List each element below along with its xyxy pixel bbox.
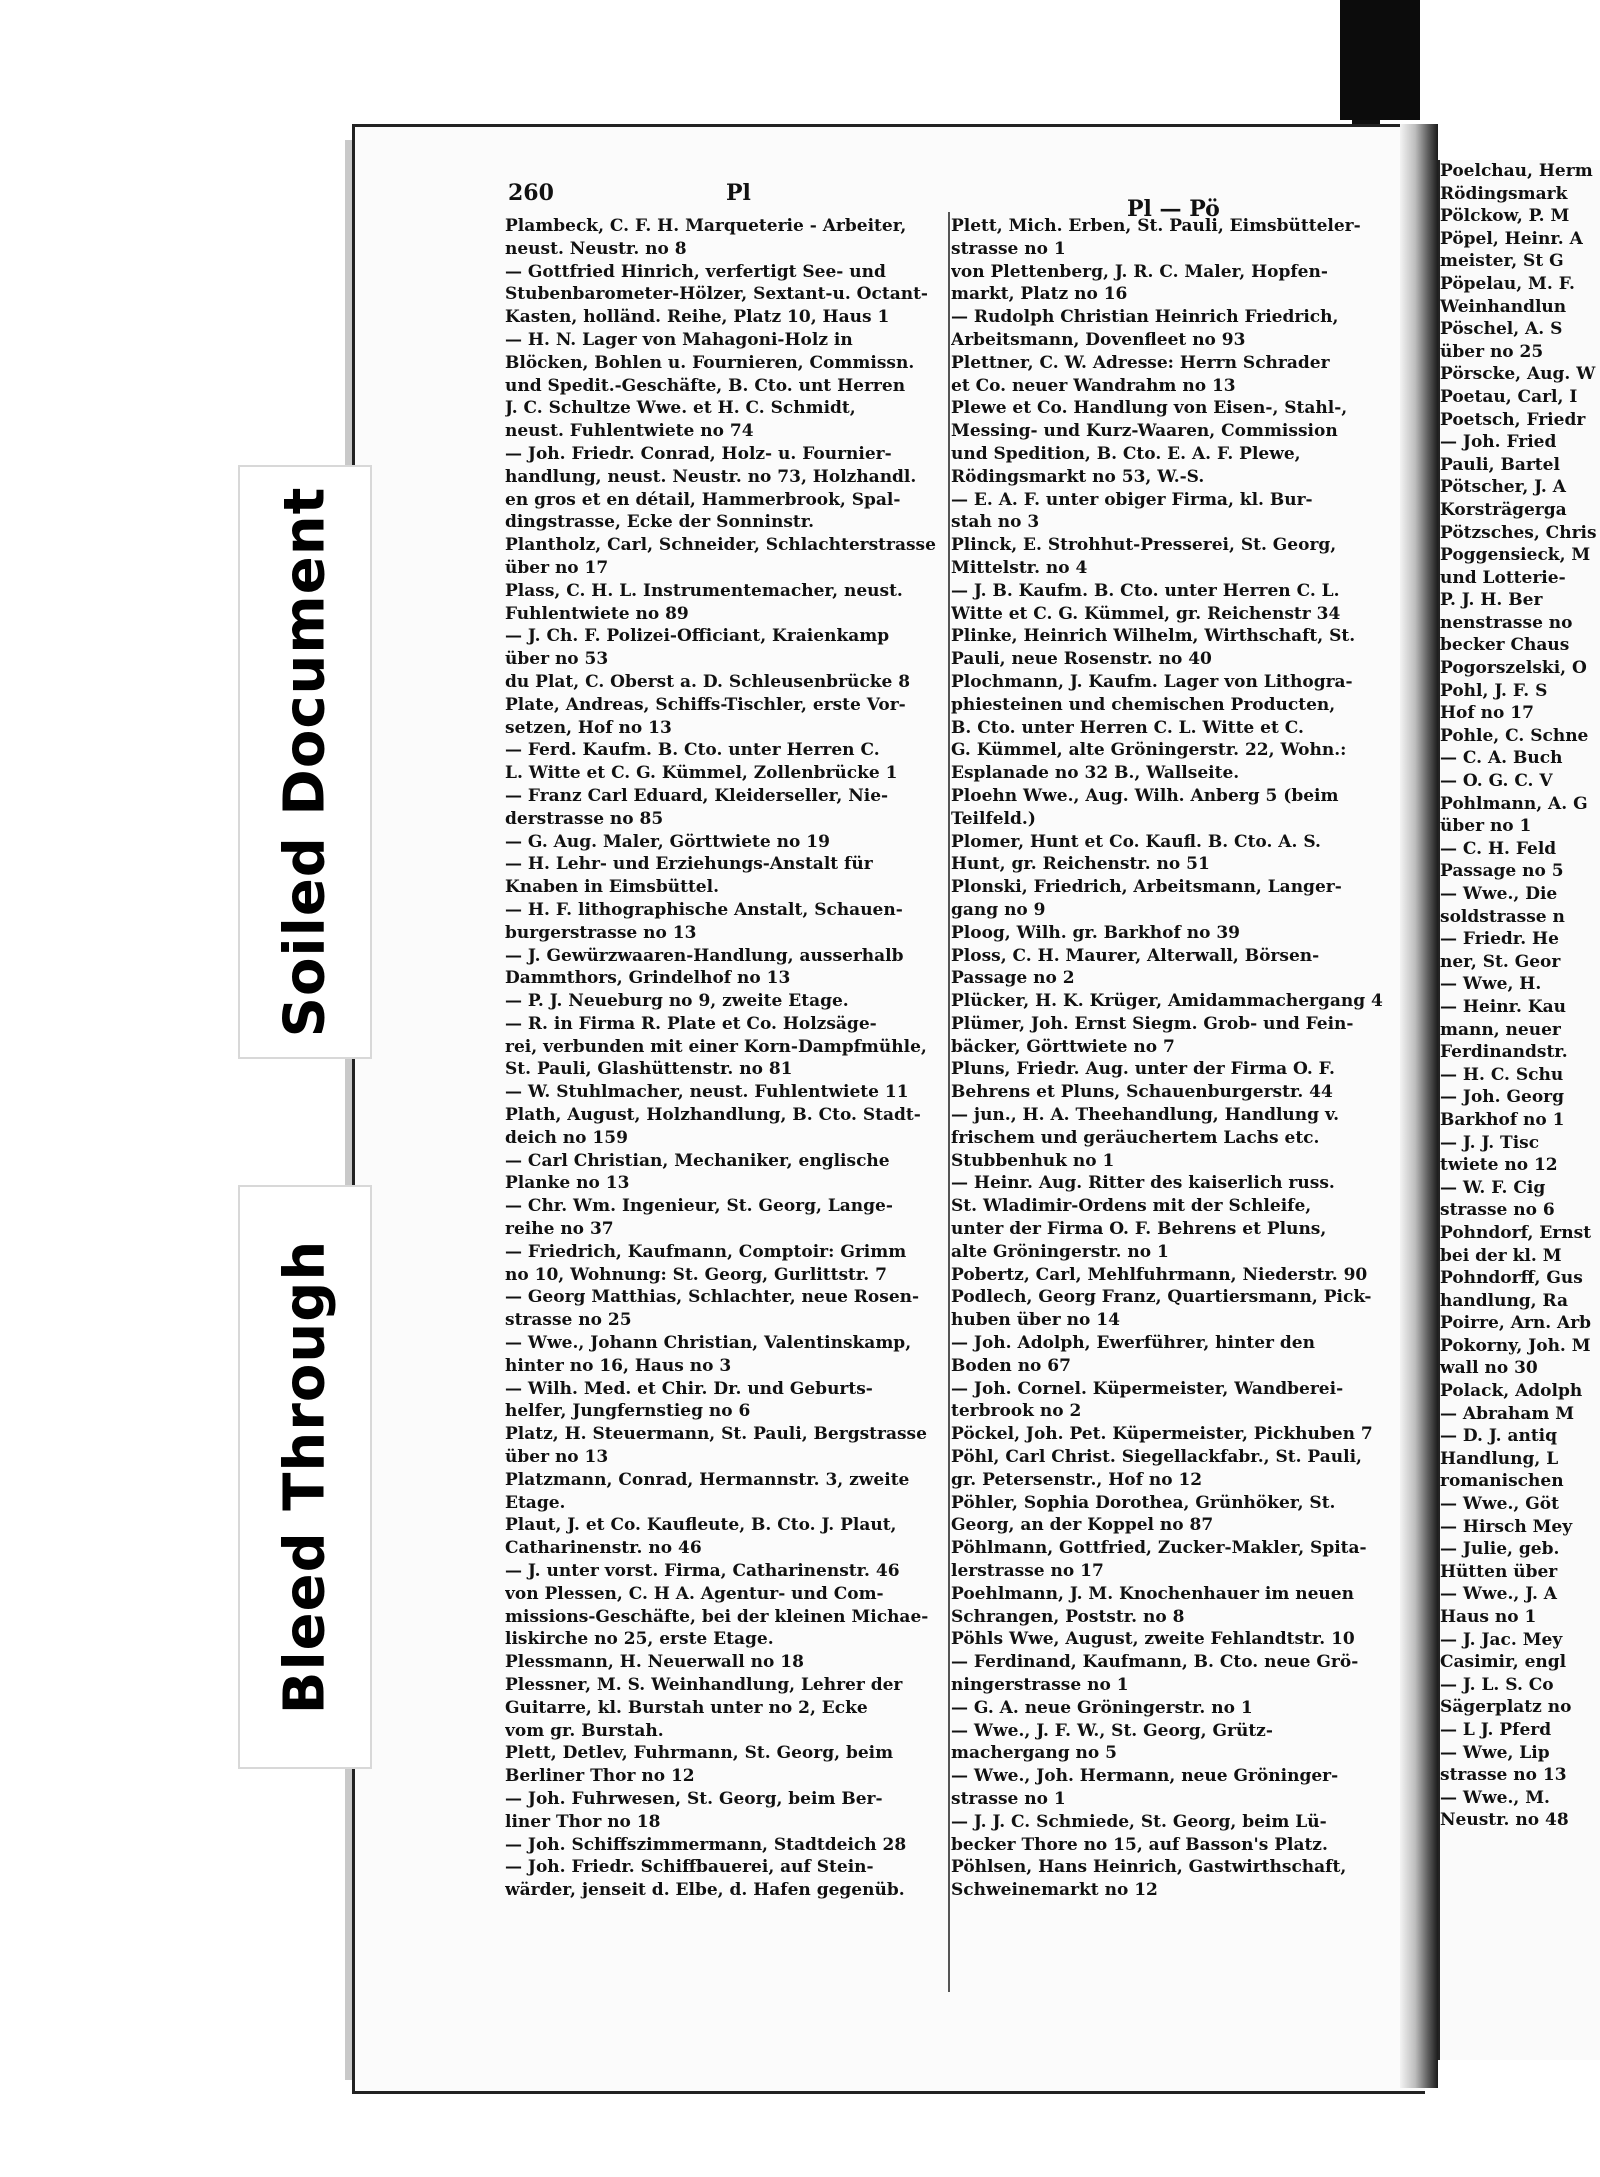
directory-line: — Joh. Friedr. Conrad, Holz- u. Fournier- (505, 443, 892, 464)
directory-line: — Wwe., J. A (1440, 1584, 1557, 1605)
directory-line: strasse no 25 (505, 1310, 632, 1331)
directory-line: — Georg Matthias, Schlachter, neue Rosen- (505, 1287, 920, 1308)
directory-line: Plett, Mich. Erben, St. Pauli, Eimsbütteler- (951, 216, 1361, 236)
directory-line: neust. Fuhlentwiete no 74 (505, 421, 754, 442)
directory-line: Ploog, Wilh. gr. Barkhof no 39 (951, 922, 1240, 943)
next-page-column (1440, 160, 1600, 1832)
directory-line: Plewe et Co. Handlung von Eisen-, Stahl-, (951, 398, 1348, 419)
directory-line: von Plessen, C. H A. Agentur- und Com- (505, 1583, 884, 1604)
directory-line: Poirre, Arn. Arb (1440, 1313, 1592, 1334)
directory-line: Passage no 5 (1440, 861, 1564, 882)
directory-line: — Joh. Fuhrwesen, St. Georg, beim Ber- (505, 1788, 883, 1809)
directory-line: becker Thore no 15, auf Basson's Platz. (951, 1834, 1328, 1855)
directory-line: Pogorszelski, O (1440, 658, 1587, 679)
directory-line: — J. unter vorst. Firma, Catharinenstr. 46 (505, 1561, 900, 1582)
directory-line: — P. J. Neueburg no 9, zweite Etage. (505, 991, 849, 1012)
directory-line: Pohl, J. F. S (1440, 680, 1548, 701)
directory-line: Fuhlentwiete no 89 (505, 603, 689, 624)
directory-line: unter der Firma O. F. Behrens et Pluns, (951, 1219, 1327, 1240)
directory-line: Pöhlsen, Hans Heinrich, Gastwirthschaft, (951, 1857, 1347, 1878)
directory-line: strasse no 1 (951, 238, 1066, 259)
directory-line: — Wwe., Die (1440, 884, 1558, 904)
directory-line: — Heinr. Aug. Ritter des kaiserlich russ. (951, 1173, 1335, 1194)
directory-line: alte Gröningerstr. no 1 (951, 1241, 1169, 1262)
directory-line: — J. Gewürzwaaren-Handlung, ausserhalb (505, 945, 904, 966)
directory-line: twiete no 12 (1440, 1155, 1558, 1176)
directory-line: — J. B. Kaufm. B. Cto. unter Herren C. L. (951, 580, 1340, 601)
directory-line: reihe no 37 (505, 1219, 614, 1240)
directory-line: — D. J. antiq (1440, 1426, 1558, 1447)
directory-line: über no 13 (505, 1447, 609, 1468)
directory-line: Ploehn Wwe., Aug. Wilh. Anberg 5 (beim (951, 785, 1339, 806)
directory-line: — J. Ch. F. Polizei-Officiant, Kraienkamp (505, 626, 890, 647)
directory-line: — J. Jac. Mey (1440, 1629, 1563, 1650)
directory-line: Rödingsmark (1440, 183, 1568, 204)
directory-line: Pohle, C. Schne (1440, 725, 1589, 746)
directory-line: Pötzsches, Chris (1440, 522, 1597, 543)
directory-line: burgerstrasse no 13 (505, 922, 697, 943)
directory-line: Korsträgerga (1440, 499, 1567, 520)
directory-line: — H. N. Lager von Mahagoni-Holz in (505, 329, 853, 350)
directory-line: Casimir, engl (1440, 1652, 1567, 1673)
directory-line: — jun., H. A. Theehandlung, Handlung v. (951, 1105, 1340, 1126)
directory-line: und Lotterie- (1440, 567, 1566, 588)
directory-line: G. Kümmel, alte Gröningerstr. 22, Wohn.: (951, 740, 1347, 761)
directory-line: et Co. neuer Wandrahm no 13 (951, 375, 1236, 396)
directory-line: Pluns, Friedr. Aug. unter der Firma O. F. (951, 1059, 1335, 1080)
directory-line: becker Chaus (1440, 635, 1570, 656)
directory-line: — Friedr. He (1440, 929, 1559, 950)
directory-line: strasse no 1 (951, 1788, 1066, 1809)
directory-line: Pauli, Bartel (1440, 454, 1560, 475)
directory-line: — Joh. Cornel. Küpermeister, Wandberei- (951, 1378, 1344, 1399)
directory-line: — J. L. S. Co (1440, 1674, 1554, 1695)
directory-line: nenstrasse no (1440, 612, 1573, 633)
directory-line: — Wwe., Göt (1440, 1494, 1559, 1515)
directory-line: Polack, Adolph (1440, 1381, 1583, 1402)
directory-line: Pobertz, Carl, Mehlfuhrmann, Niederstr. 90 (951, 1264, 1368, 1285)
directory-line: Pöpelau, M. F. (1440, 273, 1575, 294)
directory-line: vom gr. Burstah. (505, 1720, 664, 1741)
directory-line: — Gottfried Hinrich, verfertigt See- und (505, 261, 886, 282)
directory-line: — Julie, geb. (1440, 1539, 1560, 1560)
directory-line: Plomer, Hunt et Co. Kaufl. B. Cto. A. S. (951, 831, 1321, 852)
directory-line: Stubenbarometer-Hölzer, Sextant-u. Octant- (505, 284, 928, 305)
directory-line: — Wilh. Med. et Chir. Dr. und Geburts- (505, 1378, 873, 1399)
directory-line: markt, Platz no 16 (951, 284, 1128, 305)
directory-line: — Ferd. Kaufm. B. Cto. unter Herren C. (505, 740, 880, 761)
directory-line: Poehlmann, J. M. Knochenhauer im neuen (951, 1583, 1354, 1604)
directory-line: Pöckel, Joh. Pet. Küpermeister, Pickhuben 7 (951, 1424, 1373, 1445)
directory-line: — Franz Carl Eduard, Kleiderseller, Nie- (505, 785, 889, 806)
directory-line: Pöschel, A. S (1440, 319, 1563, 340)
directory-line: — Wwe., Joh. Hermann, neue Gröninger- (951, 1766, 1339, 1787)
directory-line: Esplanade no 32 B., Wallseite. (951, 763, 1240, 784)
directory-line: Plantholz, Carl, Schneider, Schlachterstrasse (505, 535, 936, 556)
directory-line: missions-Geschäfte, bei der kleinen Michae- (505, 1606, 929, 1627)
directory-line: terbrook no 2 (951, 1401, 1082, 1422)
directory-line: huben über no 14 (951, 1310, 1120, 1331)
directory-line: Passage no 2 (951, 968, 1075, 989)
directory-line: derstrasse no 85 (505, 808, 664, 829)
directory-line: Etage. (505, 1492, 566, 1513)
directory-line: Guitarre, kl. Burstah unter no 2, Ecke (505, 1697, 868, 1718)
directory-line: Messing- und Kurz-Waaren, Commission (951, 421, 1338, 442)
directory-line: Plinck, E. Strohhut-Presserei, St. Georg, (951, 535, 1337, 556)
directory-line: bäcker, Görttwiete no 7 (951, 1036, 1175, 1057)
directory-line: Knaben in Eimsbüttel. (505, 877, 719, 898)
directory-line: soldstrasse n (1440, 906, 1565, 927)
directory-line: Planke no 13 (505, 1173, 630, 1194)
directory-line: Podlech, Georg Franz, Quartiersmann, Pick- (951, 1287, 1372, 1308)
directory-line: Boden no 67 (951, 1355, 1071, 1376)
directory-line: über no 53 (505, 649, 609, 670)
directory-line: Ploss, C. H. Maurer, Alterwall, Börsen- (951, 945, 1320, 966)
directory-line: — Rudolph Christian Heinrich Friedrich, (951, 307, 1339, 328)
directory-line: Ferdinandstr. (1440, 1042, 1568, 1063)
directory-line: Berliner Thor no 12 (505, 1766, 695, 1787)
directory-line: Arbeitsmann, Dovenfleet no 93 (951, 329, 1246, 350)
directory-line: Dammthors, Grindelhof no 13 (505, 968, 791, 989)
directory-line: — E. A. F. unter obiger Firma, kl. Bur- (951, 489, 1313, 510)
directory-line: setzen, Hof no 13 (505, 717, 672, 738)
directory-line: strasse no 6 (1440, 1200, 1555, 1221)
directory-line: — H. F. lithographische Anstalt, Schauen- (505, 899, 903, 920)
running-head-right: Pl — Pö (1127, 196, 1220, 222)
directory-line: — Wwe., Johann Christian, Valentinskamp, (505, 1333, 912, 1354)
directory-line: Sägerplatz no (1440, 1697, 1572, 1718)
directory-line: Behrens et Pluns, Schauenburgerstr. 44 (951, 1082, 1333, 1103)
directory-line: liskirche no 25, erste Etage. (505, 1629, 774, 1650)
directory-line: — Abraham M (1440, 1403, 1575, 1424)
directory-line: Neustr. no 48 (1440, 1810, 1569, 1831)
directory-line: du Plat, C. Oberst a. D. Schleusenbrücke 8 (505, 671, 911, 692)
directory-line: — C. A. Buch (1440, 748, 1563, 769)
directory-line: Plaut, J. et Co. Kaufleute, B. Cto. J. Plaut, (505, 1515, 897, 1536)
directory-line: Plümer, Joh. Ernst Siegm. Grob- und Fein- (951, 1013, 1354, 1034)
directory-line: und Spedit.-Geschäfte, B. Cto. unt Herren (505, 375, 906, 396)
directory-line: Pohndorf, Ernst (1440, 1222, 1592, 1243)
directory-line: ner, St. Geor (1440, 951, 1561, 972)
directory-line: — Wwe., M. (1440, 1787, 1550, 1808)
directory-line: von Plettenberg, J. R. C. Maler, Hopfen- (951, 261, 1328, 282)
directory-line: — Friedrich, Kaufmann, Comptoir: Grimm (505, 1241, 907, 1262)
directory-line: Rödingsmarkt no 53, W.-S. (951, 466, 1205, 487)
directory-line: — L J. Pferd (1440, 1719, 1552, 1740)
directory-line: — O. G. C. V (1440, 771, 1553, 792)
directory-line: Schrangen, Poststr. no 8 (951, 1606, 1185, 1627)
directory-line: Hunt, gr. Reichenstr. no 51 (951, 854, 1210, 875)
bleed-through-label-text: Bleed Through (272, 1239, 338, 1715)
directory-line: handlung, Ra (1440, 1290, 1569, 1311)
directory-line: Plochmann, J. Kaufm. Lager von Lithogra- (951, 671, 1353, 692)
directory-line: — Hirsch Mey (1440, 1516, 1573, 1537)
directory-line: Poetsch, Friedr (1440, 409, 1586, 430)
directory-line: — R. in Firma R. Plate et Co. Holzsäge- (505, 1013, 877, 1034)
directory-line: Pöhls Wwe, August, zweite Fehlandtstr. 10 (951, 1629, 1355, 1650)
directory-line: Pöhler, Sophia Dorothea, Grünhöker, St. (951, 1492, 1336, 1513)
scanner-strip-top (1340, 0, 1420, 120)
directory-line: — G. Aug. Maler, Görttwiete no 19 (505, 831, 830, 852)
directory-line: Catharinenstr. no 46 (505, 1538, 702, 1559)
directory-line: Plessner, M. S. Weinhandlung, Lehrer der (505, 1675, 903, 1695)
directory-line: Blöcken, Bohlen u. Fournieren, Commissn. (505, 352, 915, 373)
directory-line: mann, neuer (1440, 1019, 1561, 1040)
directory-line: — Chr. Wm. Ingenieur, St. Georg, Lange- (505, 1196, 893, 1217)
directory-line: — Joh. Schiffszimmermann, Stadtdeich 28 (505, 1834, 907, 1855)
directory-line: — W. Stuhlmacher, neust. Fuhlentwiete 11 (505, 1082, 909, 1103)
directory-line: — Joh. Fried (1440, 432, 1557, 453)
directory-line: hinter no 16, Haus no 3 (505, 1355, 732, 1376)
directory-line: — Joh. Adolph, Ewerführer, hinter den (951, 1333, 1315, 1354)
directory-line: ningerstrasse no 1 (951, 1675, 1129, 1695)
directory-line: Platzmann, Conrad, Hermannstr. 3, zweite (505, 1469, 910, 1490)
directory-line: Plass, C. H. L. Instrumentemacher, neust. (505, 580, 903, 601)
directory-line: Plessmann, H. Neuerwall no 18 (505, 1652, 804, 1673)
directory-line: bei der kl. M (1440, 1245, 1562, 1266)
directory-line: — Wwe, H. (1440, 974, 1542, 995)
directory-line: — G. A. neue Gröningerstr. no 1 (951, 1697, 1253, 1718)
directory-line: Pöpel, Heinr. A (1440, 228, 1583, 249)
directory-line: Plinke, Heinrich Wilhelm, Wirthschaft, St. (951, 626, 1356, 647)
directory-line: — J. J. Tisc (1440, 1132, 1540, 1153)
directory-line: lerstrasse no 17 (951, 1561, 1104, 1582)
directory-line: machergang no 5 (951, 1743, 1117, 1764)
directory-line: Hütten über (1440, 1561, 1558, 1582)
directory-line: no 10, Wohnung: St. Georg, Gurlittstr. 7 (505, 1264, 887, 1285)
directory-line: Poggensieck, M (1440, 545, 1591, 566)
directory-line: Schweinemarkt no 12 (951, 1880, 1158, 1901)
directory-line: Stubbenhuk no 1 (951, 1150, 1115, 1171)
directory-line: Pokorny, Joh. M (1440, 1335, 1591, 1356)
directory-line: über no 17 (505, 557, 609, 578)
directory-line: Pölckow, P. M (1440, 206, 1570, 227)
directory-line: — H. Lehr- und Erziehungs-Anstalt für (505, 854, 873, 875)
directory-line: — Joh. Georg (1440, 1087, 1565, 1108)
book-page-right (1438, 160, 1600, 2060)
directory-line: Pörscke, Aug. W (1440, 364, 1596, 385)
directory-line: dingstrasse, Ecke der Sonninstr. (505, 512, 815, 533)
right-column (951, 215, 1396, 1902)
directory-line: Weinhandlun (1440, 296, 1567, 317)
directory-line: Poelchau, Herm (1440, 161, 1593, 181)
left-column (505, 215, 950, 1902)
directory-line: Georg, an der Koppel no 87 (951, 1515, 1214, 1536)
directory-line: deich no 159 (505, 1127, 628, 1148)
directory-line: und Spedition, B. Cto. E. A. F. Plewe, (951, 443, 1301, 464)
directory-line: Platz, H. Steuermann, St. Pauli, Bergstrasse (505, 1424, 927, 1445)
directory-line: Plonski, Friedrich, Arbeitsmann, Langer- (951, 877, 1342, 898)
directory-line: Plambeck, C. F. H. Marqueterie - Arbeiter, (505, 216, 907, 236)
soiled-document-label-text: Soiled Document (272, 486, 338, 1038)
directory-line: wall no 30 (1440, 1358, 1538, 1379)
directory-line: Barkhof no 1 (1440, 1109, 1565, 1130)
directory-line: Handlung, L (1440, 1448, 1559, 1469)
directory-line: — C. H. Feld (1440, 838, 1557, 859)
directory-line: gang no 9 (951, 899, 1046, 920)
directory-line: helfer, Jungfernstieg no 6 (505, 1401, 751, 1422)
bleed-through-label (238, 1185, 372, 1769)
directory-line: meister, St G (1440, 251, 1564, 272)
directory-line: phiesteinen und chemischen Producten, (951, 694, 1336, 715)
page-number: 260 (508, 180, 554, 206)
directory-line: stah no 3 (951, 512, 1040, 533)
directory-line: — Wwe., J. F. W., St. Georg, Grütz- (951, 1720, 1273, 1741)
directory-line: — W. F. Cig (1440, 1177, 1546, 1198)
directory-line: Hof no 17 (1440, 703, 1534, 724)
directory-line: Pohndorff, Gus (1440, 1268, 1583, 1289)
directory-line: Pohlmann, A. G (1440, 793, 1588, 814)
directory-line: en gros et en détail, Hammerbrook, Spal- (505, 489, 901, 510)
directory-line: über no 1 (1440, 816, 1532, 837)
directory-line: — Wwe, Lip (1440, 1742, 1550, 1763)
directory-line: liner Thor no 18 (505, 1811, 661, 1832)
directory-line: Plücker, H. K. Krüger, Amidammachergang 4 (951, 991, 1383, 1012)
directory-line: — H. C. Schu (1440, 1064, 1564, 1085)
directory-line: strasse no 13 (1440, 1765, 1567, 1786)
directory-line: Teilfeld.) (951, 808, 1036, 829)
directory-line: Pöhlmann, Gottfried, Zucker-Makler, Spita- (951, 1538, 1367, 1559)
directory-line: frischem und geräuchertem Lachs etc. (951, 1127, 1320, 1148)
directory-line: Pauli, neue Rosenstr. no 40 (951, 649, 1212, 670)
directory-line: Poetau, Carl, I (1440, 386, 1578, 407)
directory-line: Pötscher, J. A (1440, 477, 1566, 498)
directory-line: P. J. H. Ber (1440, 590, 1543, 611)
running-head-left: Pl (726, 180, 751, 206)
directory-line: — Ferdinand, Kaufmann, B. Cto. neue Grö- (951, 1652, 1359, 1673)
directory-line: Witte et C. G. Kümmel, gr. Reichenstr 34 (951, 603, 1341, 624)
directory-line: Haus no 1 (1440, 1607, 1537, 1627)
directory-line: Pöhl, Carl Christ. Siegellackfabr., St. Pauli, (951, 1447, 1362, 1468)
directory-line: romanischen (1440, 1471, 1564, 1492)
directory-line: Plettner, C. W. Adresse: Herrn Schrader (951, 352, 1330, 373)
directory-line: St. Wladimir-Ordens mit der Schleife, (951, 1196, 1312, 1217)
directory-line: Plett, Detlev, Fuhrmann, St. Georg, beim (505, 1743, 894, 1764)
directory-line: handlung, neust. Neustr. no 73, Holzhandl. (505, 466, 917, 487)
directory-line: Kasten, holländ. Reihe, Platz 10, Haus 1 (505, 307, 890, 328)
directory-line: L. Witte et C. G. Kümmel, Zollenbrücke 1 (505, 763, 898, 784)
directory-line: St. Pauli, Glashüttenstr. no 81 (505, 1059, 793, 1080)
directory-line: J. C. Schultze Wwe. et H. C. Schmidt, (505, 398, 856, 419)
directory-line: — J. J. C. Schmiede, St. Georg, beim Lü- (951, 1811, 1327, 1832)
directory-line: neust. Neustr. no 8 (505, 238, 687, 259)
directory-line: über no 25 (1440, 341, 1544, 362)
directory-line: Plate, Andreas, Schiffs-Tischler, erste Vor- (505, 694, 906, 715)
directory-line: — Heinr. Kau (1440, 996, 1566, 1017)
directory-line: wärder, jenseit d. Elbe, d. Hafen gegenüb. (505, 1880, 905, 1901)
book-gutter (1400, 124, 1438, 2088)
directory-line: gr. Petersenstr., Hof no 12 (951, 1469, 1203, 1490)
directory-line: — Joh. Friedr. Schiffbauerei, auf Stein- (505, 1857, 874, 1878)
directory-line: — Carl Christian, Mechaniker, englische (505, 1150, 890, 1171)
directory-line: rei, verbunden mit einer Korn-Dampfmühle, (505, 1036, 927, 1057)
soiled-document-label (238, 465, 372, 1059)
directory-line: B. Cto. unter Herren C. L. Witte et C. (951, 717, 1304, 738)
directory-line: Plath, August, Holzhandlung, B. Cto. Stadt- (505, 1105, 921, 1126)
directory-line: Mittelstr. no 4 (951, 557, 1088, 578)
